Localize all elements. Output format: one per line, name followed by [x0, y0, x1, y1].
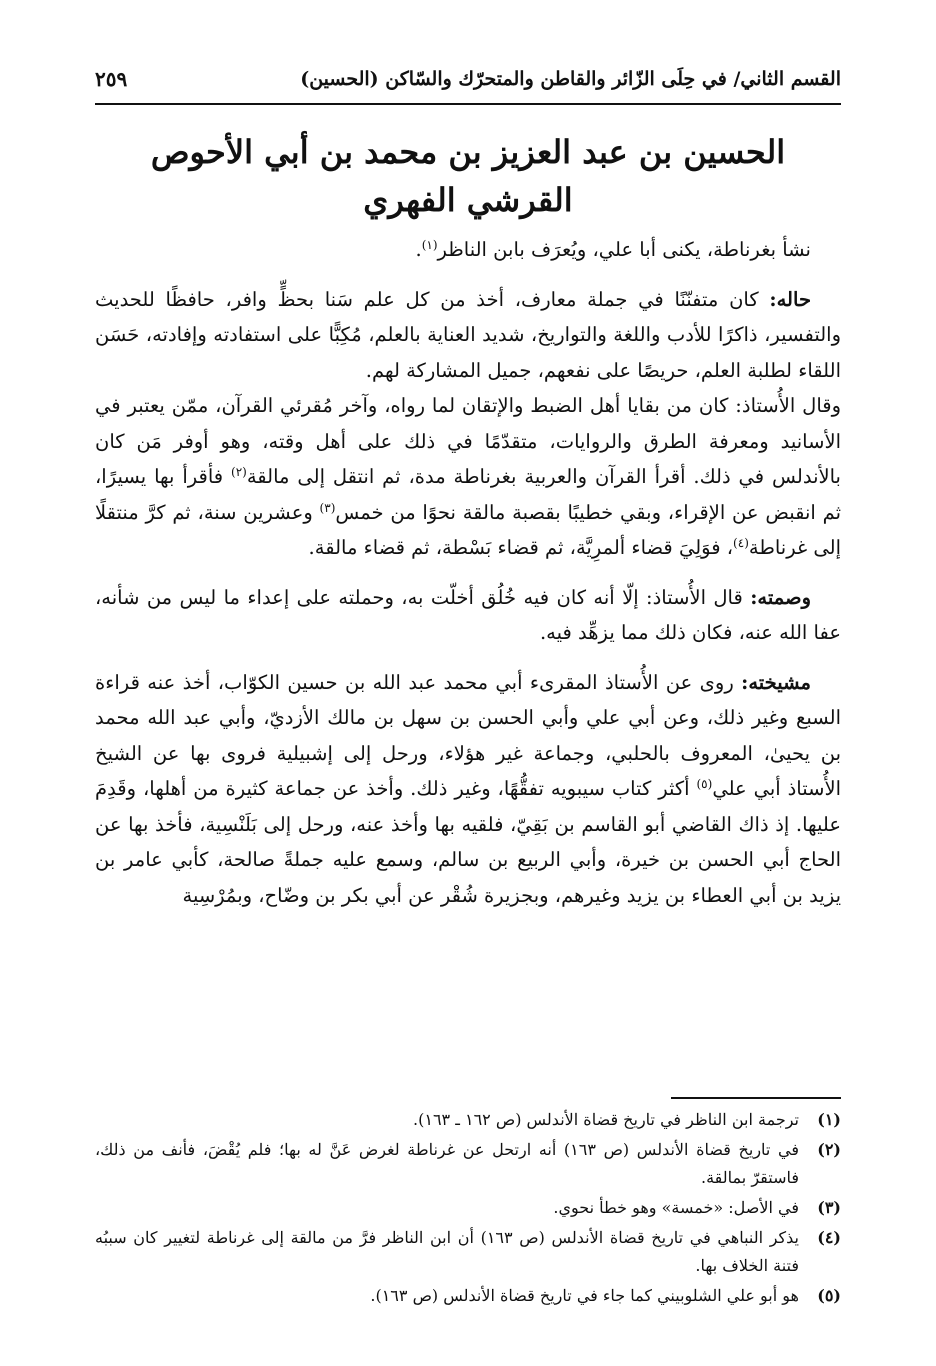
page-number: ٢٥٩	[95, 67, 128, 91]
mashyakhatuhu-part-1: روى عن الأُستاذ المقرىء أبي محمد عبد الله بن حسين الكوّاب، أخذ عنه قراءة السبع وغير ذلك، وعن أبي علي وأبي الحسن بن سهل بن مالك الأزديّ، وأبي عبد الله محمد بن يحيىٰ، المعروف بالحلبي، وجماعة غير هؤلاء، ورحل إلى إشبيلية فروى بها عن الشيخ الأُستاذ أبي علي	[95, 670, 841, 800]
footnote-4	[95, 1224, 841, 1280]
footnote-number: (٣)	[817, 1198, 841, 1217]
entry-title-line-1: الحسين بن عبد العزيز بن محمد بن أبي الأحوص	[150, 133, 786, 171]
footnote-ref-5: (٥)	[696, 777, 713, 791]
footnote-text: يذكر النباهي في تاريخ قضاة الأندلس (ص ١٦٣) أن ابن الناظر فرَّ من مالقة إلى غرناطة لتغيير كان سببُه فتنة الخلاف بها.	[95, 1228, 800, 1275]
wasmatuhu-label: وصمته:	[750, 585, 811, 609]
header-rule	[95, 103, 841, 105]
qal-ustadh-part-4: ، فوَلِيَ قضاء ألمرِيَّة، ثم قضاء بَسْطة، ثم قضاء مالقة.	[308, 536, 734, 559]
footnote-rule	[671, 1097, 841, 1099]
mashyakhatuhu-paragraph	[95, 665, 841, 914]
footnote-ref-4: (٤)	[733, 536, 749, 550]
wasmatuhu-text: قال الأُستاذ: إلّا أنه كان فيه خُلُق أخلّت به، وحملته على إعداء ما ليس من شأنه، عفا الله عنه، فكان ذلك مما يزهِّد فيه.	[95, 585, 841, 644]
haluhu-label: حاله:	[769, 287, 811, 311]
footnote-text: في تاريخ قضاة الأندلس (ص ١٦٣) أنه ارتحل عن غرناطة لغرض عَنَّ له بها؛ فلم يُقْضَ، فأنف من ذلك، فاستقرّ بمالقة.	[95, 1140, 800, 1187]
running-header	[95, 62, 841, 96]
footnote-text: ترجمة ابن الناظر في تاريخ قضاة الأندلس (ص ١٦٢ ـ ١٦٣).	[413, 1110, 799, 1129]
qal-ustadh-part-2: فأقرأ بها يسيرًا، ثم انقبض عن الإقراء، وبقي خطيبًا بقصبة مالقة نحوًا من خمس	[95, 465, 841, 524]
footnote-number: (٢)	[817, 1140, 841, 1159]
mashyakhatuhu-part-2: أكثر كتاب سيبويه تفقُّهًا، وغير ذلك. وأخذ عن جماعة كثيرة من أهلها، وقَدِمَ عليها. إذ ذاك القاضي أبو القاسم بن بَقِيّ، فلقيه بها وأخذ عنه، ورحل إلى بَلَنْسِية، فأخذ بها عن الحاج أبي الحسن بن خيرة، وأبي الربيع بن سالم، وسمع عليه جملةً صالحة، كأبي عامر بن يزيد بن أبي العطاء بن يزيد وغيرهم، وبجزيرة شُقْر عن أبي بكر بن وضّاح، وبمُرْسِية	[95, 777, 841, 907]
qal-ustadh-paragraph	[95, 388, 841, 566]
footnote-text: هو أبو علي الشلوبيني كما جاء في تاريخ قضاة الأندلس (ص ١٦٣).	[370, 1286, 799, 1305]
footnote-5	[95, 1282, 841, 1310]
entry-title-line-2: القرشي الفهري	[363, 181, 573, 219]
footnote-number: (١)	[817, 1110, 841, 1129]
footnote-ref-1: (١)	[421, 238, 438, 252]
running-title: القسم الثاني/ في حِلَى الزّائر والقاطن والمتحرّك والسّاكن (الحسين)	[300, 68, 841, 90]
footnote-1	[95, 1106, 841, 1134]
footnote-text: في الأصل: «خمسة» وهو خطأ نحوي.	[553, 1198, 799, 1217]
footnote-3	[95, 1194, 841, 1222]
footnote-2	[95, 1136, 841, 1192]
haluhu-text: كان متفنّنًا في جملة معارف، أخذ من كل علم سَنا بحظٍّ وافر، حافظًا للحديث والتفسير، ذاكرًا للأدب واللغة والتواريخ، شديد العناية بالعلم، مُكِبًّا على استفادته وإفادته، حَسَن اللقاء لطلبة العلم، حريصًا على نفعهم، جميل المشاركة لهم.	[95, 287, 841, 382]
haluhu-paragraph	[95, 282, 841, 389]
mashyakhatuhu-label: مشيخته:	[741, 670, 811, 694]
intro-text: نشأ بغرناطة، يكنى أبا علي، ويُعرَف بابن الناظر	[437, 238, 811, 261]
wasmatuhu-paragraph	[95, 580, 841, 651]
footnotes	[95, 1106, 841, 1312]
entry-title	[95, 128, 841, 224]
intro-paragraph	[95, 232, 841, 268]
qal-ustadh-part-1: وقال الأُستاذ: كان من بقايا أهل الضبط والإتقان لما رواه، وآخر مُقرئي القرآن، ممّن يعتبر في الأسانيد ومعرفة الطرق والروايات، متقدّمًا في ذلك على أهل وقته، وهو أوفر مَن كان بالأندلس في ذلك. أقرأ القرآن والعربية بغرناطة مدة، ثم انتقل إلى مالقة	[95, 394, 841, 488]
qal-ustadh-part-3: وعشرين سنة، ثم كرَّ منتقلًا إلى غرناطة	[95, 500, 841, 559]
footnote-number: (٥)	[817, 1286, 841, 1305]
intro-end: .	[415, 238, 422, 261]
footnote-number: (٤)	[817, 1228, 841, 1247]
body-text	[95, 232, 841, 913]
footnote-ref-2: (٢)	[231, 465, 247, 479]
footnote-ref-3: (٣)	[319, 500, 336, 515]
